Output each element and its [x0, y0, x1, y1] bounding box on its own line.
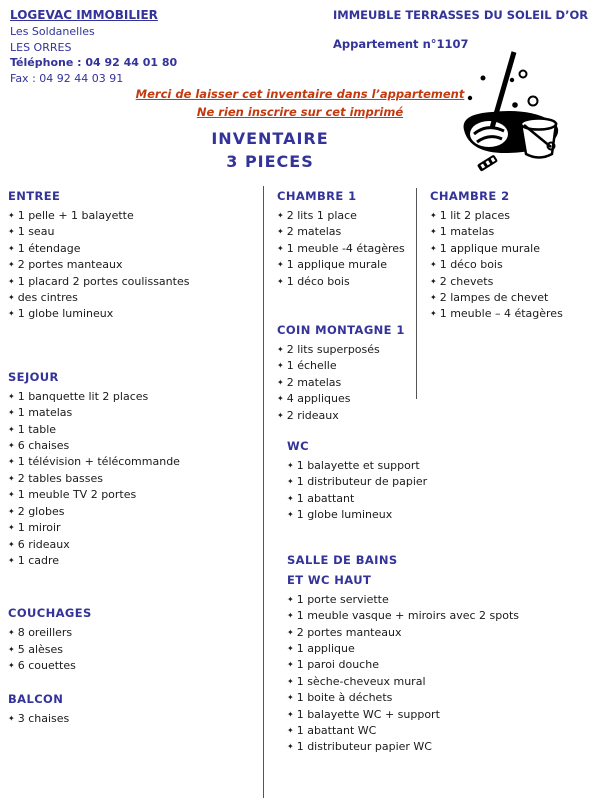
section-coin-montagne-1 — [277, 320, 416, 424]
bullet-icon: ✦ — [287, 643, 294, 653]
inventory-item: ✦ 1 porte serviette — [287, 592, 389, 606]
inventory-item: ✦ 1 échelle — [277, 359, 337, 373]
inventory-item: ✦ 1 sèche-cheveux mural — [287, 674, 426, 688]
section-salle-de-bains-et-wc-haut — [277, 550, 520, 756]
inventory-item: ✦ 2 tables basses — [8, 471, 103, 485]
inventory-item: ✦ 1 déco bois — [277, 274, 350, 288]
inventory-item: ✦ 1 applique murale — [277, 258, 388, 272]
agency-phone: Téléphone : 04 92 44 01 80 — [10, 56, 178, 69]
inventory-item: ✦ 4 appliques — [277, 392, 351, 406]
bullet-icon: ✦ — [287, 510, 294, 520]
bullet-icon: ✦ — [287, 461, 294, 471]
inventory-item: ✦ 6 chaises — [8, 439, 70, 453]
bullet-icon: ✦ — [8, 713, 15, 723]
bullet-icon: ✦ — [277, 276, 284, 286]
inventory-item: ✦ 1 étendage — [8, 241, 81, 255]
bullet-icon: ✦ — [8, 227, 15, 237]
inventory-columns — [8, 186, 606, 798]
bullet-icon: ✦ — [277, 227, 284, 237]
bullet-icon: ✦ — [8, 424, 15, 434]
bullet-icon: ✦ — [8, 243, 15, 253]
section-sejour — [8, 367, 263, 569]
bullet-icon: ✦ — [430, 309, 437, 319]
section-balcon — [8, 689, 263, 727]
inventory-item: ✦ 1 balayette WC + support — [287, 707, 440, 721]
bullet-icon: ✦ — [8, 211, 15, 220]
bullet-icon: ✦ — [8, 260, 15, 270]
bullet-icon: ✦ — [277, 377, 284, 387]
bullet-icon: ✦ — [8, 644, 15, 654]
inventory-item: ✦ 2 chevets — [430, 274, 494, 288]
bullet-icon: ✦ — [277, 243, 284, 253]
bullet-icon: ✦ — [430, 276, 437, 286]
inventory-item: ✦ 2 matelas — [277, 375, 342, 389]
inventory-item: ✦ 2 portes manteaux — [287, 625, 402, 639]
section-chambre-1 — [277, 186, 416, 290]
inventory-item: ✦ 2 lampes de chevet — [430, 291, 549, 305]
inventory-item: ✦ 1 déco bois — [430, 258, 503, 272]
inventory-item: ✦ 1 matelas — [8, 406, 73, 420]
inventory-item: ✦ 8 oreillers — [8, 626, 73, 640]
column-right — [417, 186, 606, 323]
column-left — [8, 186, 263, 727]
bullet-icon: ✦ — [430, 293, 437, 303]
bullet-icon: ✦ — [277, 394, 284, 404]
inventory-item: ✦ 1 paroi douche — [287, 658, 379, 672]
bullet-icon: ✦ — [287, 725, 294, 735]
bullet-icon: ✦ — [277, 361, 284, 371]
inventory-item: ✦ 2 portes manteaux — [8, 258, 123, 272]
bullet-icon: ✦ — [8, 539, 15, 549]
bullet-icon: ✦ — [287, 693, 294, 703]
inventory-item: ✦ 1 télévision + télécommande — [8, 455, 180, 469]
inventory-item: ✦ 1 abattant — [287, 491, 355, 505]
inventory-item: ✦ 1 globe lumineux — [8, 307, 114, 321]
inventory-item: ✦ 2 matelas — [277, 225, 342, 239]
inventory-item: ✦ 3 chaises — [8, 711, 70, 725]
document-subtitle: 3 PIECES — [226, 152, 314, 171]
bullet-icon: ✦ — [8, 309, 15, 319]
notice-line-1: Merci de laisser cet inventaire dans l’appartement — [135, 87, 465, 101]
inventory-item: ✦ 1 matelas — [430, 225, 495, 239]
inventory-item: ✦ 2 globes — [8, 504, 65, 518]
inventory-item: ✦ 2 rideaux — [277, 408, 339, 422]
bullet-icon: ✦ — [8, 441, 15, 451]
inventory-item: ✦ 1 meuble -4 étagères — [277, 241, 405, 255]
inventory-item: ✦ 1 meuble vasque + miroirs avec 2 spots — [287, 609, 520, 623]
section-entree — [8, 186, 263, 323]
agency-address-line2: LES ORRES — [10, 40, 72, 54]
section-title: SEJOUR — [8, 369, 59, 384]
building-name: IMMEUBLE TERRASSES DU SOLEIL D’OR — [333, 8, 589, 22]
agency-name: LOGEVAC IMMOBILIER — [10, 8, 158, 22]
bullet-icon: ✦ — [277, 410, 284, 420]
inventory-item: ✦ 2 lits superposés — [277, 343, 380, 357]
inventory-item: ✦ 6 couettes — [8, 659, 76, 673]
bullet-icon: ✦ — [430, 260, 437, 270]
inventory-item: ✦ 1 meuble TV 2 portes — [8, 488, 137, 502]
inventory-item: ✦ 1 balayette et support — [287, 459, 420, 473]
notice-line-2: Ne rien inscrire sur cet imprimé — [196, 105, 404, 119]
bullet-icon: ✦ — [8, 661, 15, 671]
bullet-icon: ✦ — [430, 227, 437, 237]
section-title: COIN MONTAGNE 1 — [277, 323, 405, 338]
inventory-item: ✦ 1 abattant WC — [287, 723, 377, 737]
bullet-icon: ✦ — [8, 555, 15, 565]
bullet-icon: ✦ — [277, 345, 284, 355]
section-couchages — [8, 603, 263, 674]
inventory-item: ✦ 1 table — [8, 422, 57, 436]
inventory-item: ✦ 6 rideaux — [8, 537, 70, 551]
agency-address-line1: Les Soldanelles — [10, 25, 95, 38]
inventory-item: ✦ 1 seau — [8, 225, 55, 239]
bullet-icon: ✦ — [287, 594, 294, 604]
inventory-item: ✦ 1 banquette lit 2 places — [8, 389, 149, 403]
inventory-item: ✦ 1 applique murale — [430, 241, 541, 255]
bullet-icon: ✦ — [8, 473, 15, 483]
inventory-item: ✦ 1 distributeur de papier — [287, 475, 428, 489]
bullet-icon: ✦ — [8, 628, 15, 638]
section-title: ENTREE — [8, 189, 61, 203]
document-title: INVENTAIRE — [211, 129, 329, 148]
bullet-icon: ✦ — [287, 627, 294, 637]
bullet-icon: ✦ — [287, 477, 294, 487]
agency-block — [10, 7, 333, 86]
bullet-icon: ✦ — [8, 391, 15, 401]
section-title: CHAMBRE 1 — [277, 189, 357, 203]
inventory-item: ✦ 1 boite à déchets — [287, 691, 393, 705]
agency-fax: Fax : 04 92 44 03 91 — [10, 71, 124, 85]
section-wc — [277, 436, 428, 524]
bullet-icon: ✦ — [8, 506, 15, 516]
inventory-item: ✦ 5 alèses — [8, 642, 63, 656]
inventory-item: ✦ 1 globe lumineux — [287, 508, 393, 522]
inventory-item: ✦ 1 miroir — [8, 521, 61, 535]
bullet-icon: ✦ — [287, 742, 294, 752]
bullet-icon: ✦ — [8, 523, 15, 533]
bullet-icon: ✦ — [8, 276, 15, 286]
inventory-item: ✦ 1 cadre — [8, 553, 60, 567]
section-title: WC — [287, 439, 309, 454]
inventory-item: ✦ 1 placard 2 portes coulissantes — [8, 274, 190, 288]
section-title: COUCHAGES — [8, 606, 92, 621]
bullet-icon: ✦ — [430, 211, 437, 220]
bullet-icon: ✦ — [8, 408, 15, 418]
bullet-icon: ✦ — [287, 676, 294, 686]
inventory-item: ✦ 1 meuble – 4 étagères — [430, 307, 563, 321]
bullet-icon: ✦ — [8, 457, 15, 467]
bullet-icon: ✦ — [287, 611, 294, 621]
cleaning-mop-bucket-icon — [452, 50, 566, 176]
bullet-icon: ✦ — [277, 260, 284, 270]
apartment-number: Appartement n°1107 — [333, 37, 469, 51]
section-title: SALLE DE BAINS ET WC HAUT — [287, 552, 398, 587]
bullet-icon: ✦ — [8, 490, 15, 500]
inventory-item: ✦ 1 pelle + 1 balayette — [8, 209, 134, 222]
section-title: BALCON — [8, 691, 64, 706]
section-title: CHAMBRE 2 — [430, 189, 510, 203]
bullet-icon: ✦ — [430, 243, 437, 253]
bullet-icon: ✦ — [8, 293, 15, 303]
bullet-icon: ✦ — [277, 211, 284, 220]
inventory-item: ✦ 2 lits 1 place — [277, 209, 357, 222]
section-chambre-2 — [430, 186, 606, 323]
inventory-item: ✦ des cintres — [8, 291, 78, 305]
inventory-item: ✦ 1 lit 2 places — [430, 209, 510, 222]
bullet-icon: ✦ — [287, 493, 294, 503]
inventory-item: ✦ 1 distributeur papier WC — [287, 740, 432, 754]
bullet-icon: ✦ — [287, 660, 294, 670]
bullet-icon: ✦ — [287, 709, 294, 719]
inventory-item: ✦ 1 applique — [287, 641, 355, 655]
